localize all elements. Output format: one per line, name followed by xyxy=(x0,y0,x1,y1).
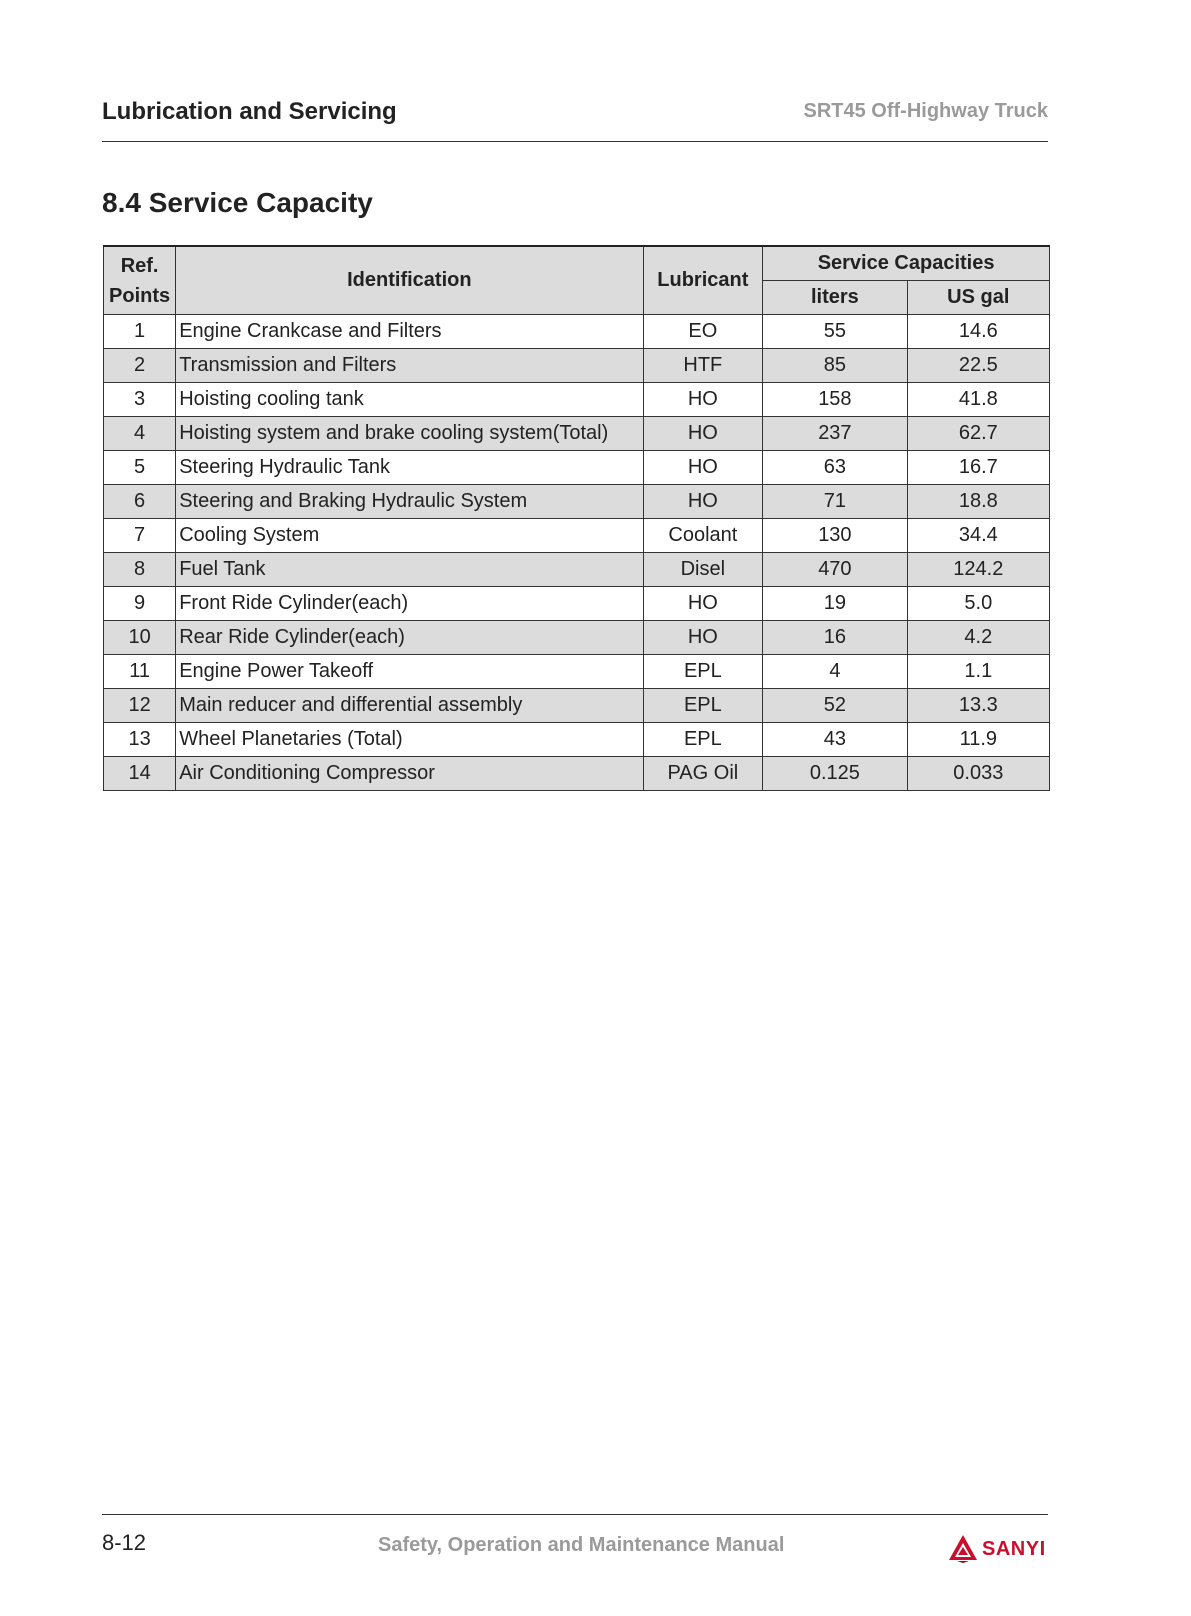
cell-us-gal: 16.7 xyxy=(907,451,1049,485)
cell-lubricant: EPL xyxy=(643,689,763,723)
brand-name: SANYI xyxy=(982,1537,1046,1560)
cell-identification: Main reducer and differential assembly xyxy=(176,689,643,723)
cell-ref: 3 xyxy=(104,383,176,417)
cell-lubricant: HO xyxy=(643,451,763,485)
cell-identification: Wheel Planetaries (Total) xyxy=(176,723,643,757)
table-row xyxy=(104,621,1050,655)
cell-liters: 237 xyxy=(763,417,907,451)
cell-identification: Steering and Braking Hydraulic System xyxy=(176,485,643,519)
cell-ref: 5 xyxy=(104,451,176,485)
cell-lubricant: HO xyxy=(643,417,763,451)
cell-us-gal: 124.2 xyxy=(907,553,1049,587)
cell-ref: 7 xyxy=(104,519,176,553)
cell-ref: 4 xyxy=(104,417,176,451)
cell-lubricant: EO xyxy=(643,315,763,349)
cell-identification: Fuel Tank xyxy=(176,553,643,587)
cell-identification: Steering Hydraulic Tank xyxy=(176,451,643,485)
table-row xyxy=(104,587,1050,621)
cell-us-gal: 14.6 xyxy=(907,315,1049,349)
cell-us-gal: 41.8 xyxy=(907,383,1049,417)
cell-us-gal: 18.8 xyxy=(907,485,1049,519)
cell-liters: 130 xyxy=(763,519,907,553)
manual-title: Safety, Operation and Maintenance Manual xyxy=(378,1534,785,1556)
cell-lubricant: HO xyxy=(643,621,763,655)
header-section-title: Lubrication and Servicing xyxy=(102,98,397,125)
cell-identification: Rear Ride Cylinder(each) xyxy=(176,621,643,655)
cell-liters: 55 xyxy=(763,315,907,349)
cell-ref: 9 xyxy=(104,587,176,621)
cell-lubricant: HTF xyxy=(643,349,763,383)
cell-identification: Front Ride Cylinder(each) xyxy=(176,587,643,621)
table-row xyxy=(104,383,1050,417)
cell-liters: 52 xyxy=(763,689,907,723)
cell-liters: 71 xyxy=(763,485,907,519)
column-header-liters: liters xyxy=(763,281,907,315)
table-row xyxy=(104,485,1050,519)
column-header-lubricant: Lubricant xyxy=(643,246,763,315)
cell-lubricant: Coolant xyxy=(643,519,763,553)
table-row xyxy=(104,655,1050,689)
cell-ref: 1 xyxy=(104,315,176,349)
cell-ref: 8 xyxy=(104,553,176,587)
cell-ref: 10 xyxy=(104,621,176,655)
cell-ref: 14 xyxy=(104,757,176,791)
cell-liters: 85 xyxy=(763,349,907,383)
cell-ref: 12 xyxy=(104,689,176,723)
table-row xyxy=(104,417,1050,451)
cell-lubricant: HO xyxy=(643,587,763,621)
sanyi-emblem-icon xyxy=(948,1534,978,1564)
cell-identification: Engine Power Takeoff xyxy=(176,655,643,689)
page-title: 8.4 Service Capacity xyxy=(102,187,373,218)
table-row xyxy=(104,315,1050,349)
column-header-ref-line2: Points xyxy=(109,284,171,307)
cell-us-gal: 62.7 xyxy=(907,417,1049,451)
table-row xyxy=(104,689,1050,723)
footer-divider xyxy=(102,1514,1048,1515)
cell-lubricant: EPL xyxy=(643,655,763,689)
cell-us-gal: 11.9 xyxy=(907,723,1049,757)
cell-us-gal: 4.2 xyxy=(907,621,1049,655)
cell-liters: 19 xyxy=(763,587,907,621)
service-capacity-table xyxy=(103,245,1050,791)
cell-us-gal: 13.3 xyxy=(907,689,1049,723)
cell-lubricant: HO xyxy=(643,383,763,417)
page-number: 8-12 xyxy=(102,1530,147,1555)
table-row xyxy=(104,757,1050,791)
cell-us-gal: 34.4 xyxy=(907,519,1049,553)
column-header-service-capacities: Service Capacities xyxy=(763,246,1050,281)
cell-liters: 16 xyxy=(763,621,907,655)
cell-ref: 11 xyxy=(104,655,176,689)
column-header-us-gal: US gal xyxy=(907,281,1049,315)
cell-us-gal: 22.5 xyxy=(907,349,1049,383)
cell-liters: 470 xyxy=(763,553,907,587)
cell-liters: 0.125 xyxy=(763,757,907,791)
cell-liters: 4 xyxy=(763,655,907,689)
header-divider xyxy=(102,141,1048,142)
cell-lubricant: Disel xyxy=(643,553,763,587)
table-row xyxy=(104,723,1050,757)
table-row xyxy=(104,519,1050,553)
cell-identification: Hoisting cooling tank xyxy=(176,383,643,417)
cell-us-gal: 1.1 xyxy=(907,655,1049,689)
header-product-name: SRT45 Off-Highway Truck xyxy=(803,100,1048,122)
cell-ref: 13 xyxy=(104,723,176,757)
column-header-ref-line1: Ref. xyxy=(120,254,159,277)
sanyi-logo xyxy=(948,1534,1046,1564)
cell-identification: Air Conditioning Compressor xyxy=(176,757,643,791)
cell-liters: 43 xyxy=(763,723,907,757)
table-row xyxy=(104,553,1050,587)
cell-identification: Engine Crankcase and Filters xyxy=(176,315,643,349)
cell-identification: Transmission and Filters xyxy=(176,349,643,383)
cell-ref: 2 xyxy=(104,349,176,383)
cell-lubricant: EPL xyxy=(643,723,763,757)
cell-us-gal: 5.0 xyxy=(907,587,1049,621)
cell-identification: Cooling System xyxy=(176,519,643,553)
column-header-ref xyxy=(104,246,176,315)
column-header-identification: Identification xyxy=(176,246,643,315)
table-row xyxy=(104,451,1050,485)
cell-us-gal: 0.033 xyxy=(907,757,1049,791)
cell-ref: 6 xyxy=(104,485,176,519)
cell-liters: 158 xyxy=(763,383,907,417)
cell-liters: 63 xyxy=(763,451,907,485)
cell-identification: Hoisting system and brake cooling system(Total) xyxy=(176,417,643,451)
table-row xyxy=(104,349,1050,383)
cell-lubricant: PAG Oil xyxy=(643,757,763,791)
cell-lubricant: HO xyxy=(643,485,763,519)
